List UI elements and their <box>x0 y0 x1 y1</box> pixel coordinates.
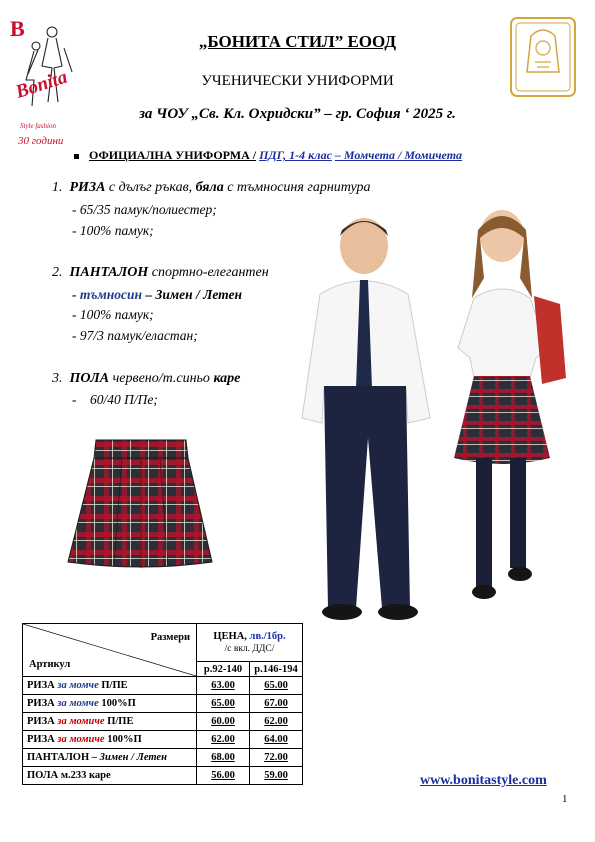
table-row <box>23 767 303 785</box>
price-cell: 56.00 <box>197 767 250 785</box>
price-cell: 72.00 <box>250 749 303 767</box>
price-cell: 64.00 <box>250 731 303 749</box>
price-unit: лв./1бр. <box>246 630 286 642</box>
table-row <box>23 731 303 749</box>
material-line: - 100% памук; <box>72 307 154 322</box>
row-article: РИЗА <box>27 734 55 745</box>
row-gender: за момиче <box>54 716 105 727</box>
item-desc2: с тъмносиня гарнитура <box>223 180 371 195</box>
table-corner-header <box>23 624 197 677</box>
item-number: 2. <box>52 265 63 280</box>
skirt-photo <box>62 436 220 574</box>
column-size-2: р.146-194 <box>250 662 303 677</box>
page-number: 1 <box>562 793 568 805</box>
price-cell: 60.00 <box>197 713 250 731</box>
logo-tagline: Style fashion <box>20 122 56 130</box>
header-article: Артикул <box>29 659 71 670</box>
price-cell: 65.00 <box>250 677 303 695</box>
price-cell: 62.00 <box>197 731 250 749</box>
price-table <box>22 623 303 785</box>
company-name: „БОНИТА СТИЛ” ЕООД <box>198 32 397 51</box>
price-cell: 67.00 <box>250 695 303 713</box>
trousers-variant <box>72 287 242 303</box>
logo-letter: B <box>10 16 25 41</box>
material-line: - 100% памук; <box>72 223 154 238</box>
table-row <box>23 677 303 695</box>
table-row <box>23 695 303 713</box>
row-material: П/ПЕ <box>104 716 134 727</box>
students-photo <box>298 208 573 643</box>
vat-note: /с вкл. ДДС/ <box>224 643 275 654</box>
table-row <box>23 749 303 767</box>
school-line: за ЧОУ „Св. Кл. Охридски” – гр. София ‘ 2025 г. <box>139 106 456 122</box>
material-line: - 65/35 памук/полиестер; <box>72 202 217 217</box>
section-part1: ОФИЦИАЛНА УНИФОРМА / <box>89 148 257 162</box>
variant-dash: - <box>72 287 80 302</box>
item-number: 3. <box>52 371 63 386</box>
price-cell: 59.00 <box>250 767 303 785</box>
item-name: ПАНТАЛОН <box>69 265 149 280</box>
table-row <box>23 713 303 731</box>
row-material: 100%П <box>98 698 136 709</box>
row-gender: за момче <box>54 680 99 691</box>
item-number: 1. <box>52 180 63 195</box>
bullet-icon <box>74 154 79 159</box>
price-cell: 65.00 <box>197 695 250 713</box>
logo-brand: Bonita <box>13 66 70 103</box>
row-article: РИЗА <box>27 698 55 709</box>
item-emph: каре <box>213 371 241 386</box>
logo-years: 30 години <box>18 135 64 147</box>
variant-color: тъмносин <box>79 287 142 302</box>
row-material: П/ПЕ <box>98 680 128 691</box>
price-label: ЦЕНА, <box>213 630 247 642</box>
section-part3: – Момчета / Момичета <box>334 148 463 162</box>
price-cell: 63.00 <box>197 677 250 695</box>
item-name: ПОЛА <box>69 371 110 386</box>
variant-season: – Зимен / Летен <box>141 287 242 302</box>
item-trousers <box>52 265 269 281</box>
item-desc: спортно-елегантен <box>148 265 269 280</box>
row-article: РИЗА <box>27 716 55 727</box>
row-article: РИЗА <box>27 680 55 691</box>
item-skirt <box>52 371 240 387</box>
website-link[interactable]: www.bonitastyle.com <box>420 773 547 788</box>
row-article: ПАНТАЛОН – <box>27 752 98 763</box>
price-cell: 68.00 <box>197 749 250 767</box>
material-line: - 60/40 П/Пе; <box>72 392 158 407</box>
item-desc: с дълъг ръкав, <box>105 180 196 195</box>
header-sizes: Размери <box>150 632 190 643</box>
row-article: ПОЛА м.233 каре <box>27 770 111 781</box>
row-material: 100%П <box>104 734 142 745</box>
header-price <box>197 624 303 662</box>
row-gender: за момиче <box>54 734 105 745</box>
section-part2: ПДГ, 1-4 клас <box>259 148 332 162</box>
row-gender: за момче <box>54 698 99 709</box>
row-season: Зимен / Летен <box>97 752 167 763</box>
section-heading <box>74 148 462 163</box>
item-emph: бяла <box>195 180 224 195</box>
material-line: - 97/3 памук/еластан; <box>72 328 198 343</box>
item-desc: червено/т.синьо <box>109 371 214 386</box>
document-subtitle: УЧЕНИЧЕСКИ УНИФОРМИ <box>201 73 394 89</box>
column-size-1: р.92-140 <box>197 662 250 677</box>
item-name: РИЗА <box>69 180 106 195</box>
price-cell: 62.00 <box>250 713 303 731</box>
item-shirt <box>52 180 371 196</box>
